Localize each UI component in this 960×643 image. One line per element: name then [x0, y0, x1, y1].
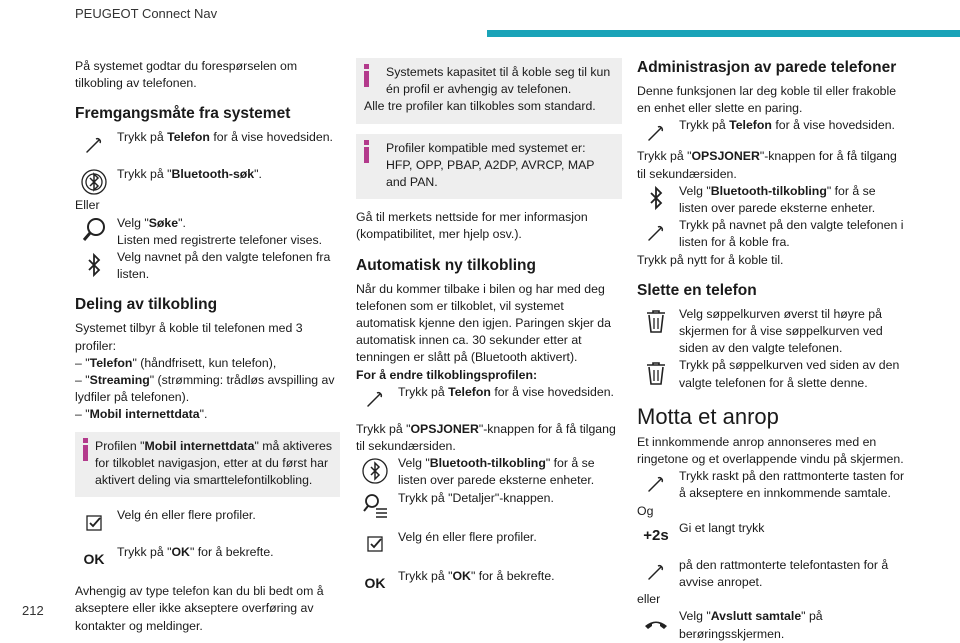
heading-admin: Administrasjon av parede telefoner: [637, 59, 897, 76]
step-search: Velg "Søke". Listen med registrerte telefoner vises.: [75, 215, 340, 249]
info-icon: [83, 438, 89, 461]
column-3: Administrasjon av parede telefoner Denne funksjonen lar deg koble til eller frakoble en enhet eller slette en paring. Trykk på Telefon for å vise hovedsiden. Trykk på "OPSJONER"-knappen for å få tilgang til sekundærsiden. Velg "Bluetooth-tilkobling" for å se listen over parede eksterne enheter. Trykk på navnet på den valgte telefonen i listen for å koble fra. Trykk på nytt for å koble til. Slette en telefon Velg søppelkurven øverst til høyre på skjermen for å vise søppelkurven ved siden av den valgte telefonen. Trykk på søppelkurven ved siden av den valgte telefonen for å slette denne. Motta et anrop Et innkommende anrop annonseres med en ringetone og et overlappende vindu på skjermen. Trykk raskt på den rattmonterte tasten for å akseptere en innkommende samtale. Og +2s Gi et langt trykk på den rattmonterte telefontasten for å avvise anropet. eller Velg "Avslutt samtale" på berøringsskjermen.: [637, 58, 905, 643]
step-bluetooth-search: Trykk på "Bluetooth-søk".: [75, 166, 340, 197]
step-select-profiles: Velg én eller flere profiler.: [75, 507, 340, 538]
step-reject: på den rattmonterte telefontasten for å avvise anropet.: [637, 557, 905, 591]
step-telefon: Trykk på Telefon for å vise hovedsiden.: [356, 384, 622, 415]
step-ok: OK Trykk på "OK" for å bekrefte.: [356, 568, 622, 599]
column-1: På systemet godtar du forespørselen om tilkobling av telefonen. Fremgangsmåte fra systemet Trykk på Telefon for å vise hovedsiden. Trykk på "Bluetooth-søk". Eller Velg "Søke". Listen med registrerte telefoner vises. Velg navnet på den valgte telefonen fra listen. Deling av tilkobling Systemet tilbyr å koble til telefonen med 3 profiler: – "Telefon" (håndfrisett, kun telefon), – "Streaming" (strømming: trådløs avspilling av lydfiler på telefonen). – "Mobil internettdata". Profilen "Mobil internettdata" må aktiveres for tilkoblet navigasjon, etter at du først har aktivert deling via smarttelefontilkobling. Velg én eller flere profiler. OK Trykk på "OK" for å bekrefte. Avhengig av type telefon kan du bli bedt om å akseptere eller ikke akseptere overføring av kontakter og meldinger.: [75, 58, 340, 635]
info-note-profiles: Profiler kompatible med systemet er: HFP, OPP, PBAP, A2DP, AVRCP, MAP and PAN.: [356, 134, 622, 200]
call-text: Et innkommende anrop annonseres med en ringetone og et overlappende vindu på skjermen.: [637, 434, 904, 467]
info-icon: [364, 64, 370, 87]
info-note-capacity: Systemets kapasitet til å koble seg til kun én profil er avhengig av telefonen. Alle tre profiler kan tilkobles som standard.: [356, 58, 622, 124]
bluetooth-icon: [637, 183, 675, 214]
step-telefon: Trykk på Telefon for å vise hovedsiden.: [637, 117, 905, 148]
tap-icon: [356, 384, 394, 415]
step-trash-delete: Trykk på søppelkurven ved siden av den valgte telefonen for å slette denne.: [637, 357, 905, 391]
header-accent-bar: [487, 30, 960, 37]
step-select-profiles: Velg én eller flere profiler.: [356, 529, 622, 560]
trash-icon: [637, 357, 675, 388]
heading-sharing: Deling av tilkobling: [75, 296, 218, 314]
heading-procedure: Fremgangsmåte fra systemet: [75, 105, 291, 123]
search-icon: [75, 215, 113, 246]
step-end-call: Velg "Avslutt samtale" på berøringsskjermen.: [637, 608, 905, 642]
details-icon: [356, 490, 394, 521]
tap-icon: [75, 129, 113, 160]
trash-icon: [637, 306, 675, 337]
page-number: 212: [22, 603, 44, 618]
checklist-icon: [356, 529, 394, 560]
heading-auto-reconnect: Automatisk ny tilkobling: [356, 256, 536, 274]
step-select-phone: Velg navnet på den valgte telefonen fra listen.: [75, 249, 340, 283]
info-note: Profilen "Mobil internettdata" må aktiveres for tilkoblet navigasjon, etter at du først har aktivert deling via smarttelefontilkobling.: [75, 432, 340, 498]
info-icon: [364, 140, 370, 163]
and-text: Og: [637, 503, 654, 518]
step-bluetooth-connection: Velg "Bluetooth-tilkobling" for å se listen over parede eksterne enheter.: [637, 183, 905, 217]
or-text: Eller: [75, 198, 100, 213]
admin-text: Denne funksjonen lar deg koble til eller frakoble en enhet eller slette en paring.: [637, 84, 897, 116]
or-text: eller: [637, 592, 661, 607]
step-telefon: Trykk på Telefon for å vise hovedsiden.: [75, 129, 340, 160]
ok-icon: OK: [364, 574, 386, 591]
ok-icon: OK: [83, 551, 105, 568]
step-accept: Trykk raskt på den rattmonterte tasten for å akseptere en innkommende samtale.: [637, 468, 905, 502]
heading-receive-call: Motta et anrop: [637, 403, 779, 429]
tap-icon: [637, 117, 675, 148]
column-2: Systemets kapasitet til å koble seg til kun én profil er avhengig av telefonen. Alle tre profiler kan tilkobles som standard. Profiler kompatible med systemet er: HFP, OPP, PBAP, A2DP, AVRCP, MAP and PAN. Gå til merkets nettside for mer informasjon (kompatibilitet, mer hjelp osv.). Automatisk ny tilkobling Når du kommer tilbake i bilen og har med deg telefonen som er tilkoblet, vil systemet automatisk kjenne den igjen. Paringen skjer da automatisk innen ca. 30 sekunder etter at tenningen er slått på (Bluetooth aktivert). For å endre tilkoblingsprofilen: Trykk på Telefon for å vise hovedsiden. Trykk på "OPSJONER"-knappen for å få tilgang til sekundærsiden. Velg "Bluetooth-tilkobling" for å se listen over parede eksterne enheter. Trykk på "Detaljer"-knappen. Velg én eller flere profiler. OK Trykk på "OK" for å bekrefte.: [356, 58, 622, 599]
checklist-icon: [75, 507, 113, 538]
profiles-intro: Systemet tilbyr å koble til telefonen med 3 profiler:: [75, 321, 303, 353]
intro-text: På systemet godtar du forespørselen om tilkobling av telefonen.: [75, 59, 298, 91]
step-disconnect: Trykk på navnet på den valgte telefonen i listen for å koble fra.: [637, 217, 905, 251]
bluetooth-search-icon: [75, 166, 113, 197]
change-profile-label: For å endre tilkoblingsprofilen:: [356, 367, 538, 382]
reconnect-text: Trykk på nytt for å koble til.: [637, 252, 784, 267]
heading-delete: Slette en telefon: [637, 281, 757, 299]
hang-up-icon: [637, 608, 675, 639]
step-ok: OK Trykk på "OK" for å bekrefte.: [75, 544, 340, 575]
step-details: Trykk på "Detaljer"-knappen.: [356, 490, 622, 521]
step-trash-top: Velg søppelkurven øverst til høyre på skjermen for å vise søppelkurven ved siden av den valgte telefonen.: [637, 306, 905, 358]
header-title: PEUGEOT Connect Nav: [75, 6, 218, 21]
website-text: Gå til merkets nettside for mer informasjon (kompatibilitet, mer hjelp osv.).: [356, 210, 588, 242]
outro-text: Avhengig av type telefon kan du bli bedt om å akseptere eller ikke akseptere overføring av kontakter og meldinger.: [75, 584, 324, 633]
step-long-press: +2s Gi et langt trykk: [637, 520, 905, 551]
bluetooth-connection-icon: [356, 455, 394, 486]
bluetooth-icon: [75, 249, 113, 280]
tap-icon: [637, 217, 675, 248]
tap-icon: [637, 557, 675, 588]
auto-text: Når du kommer tilbake i bilen og har med deg telefonen som er tilkoblet, vil systemet automatisk kjenne den igjen. Paringen skjer da automatisk innen ca. 30 sekunder etter at tenningen er slått på (Bluetooth aktivert).: [356, 281, 611, 365]
step-bluetooth-connection: Velg "Bluetooth-tilkobling" for å se listen over parede eksterne enheter.: [356, 455, 622, 489]
tap-icon: [637, 468, 675, 499]
long-press-icon: +2s: [643, 526, 669, 544]
